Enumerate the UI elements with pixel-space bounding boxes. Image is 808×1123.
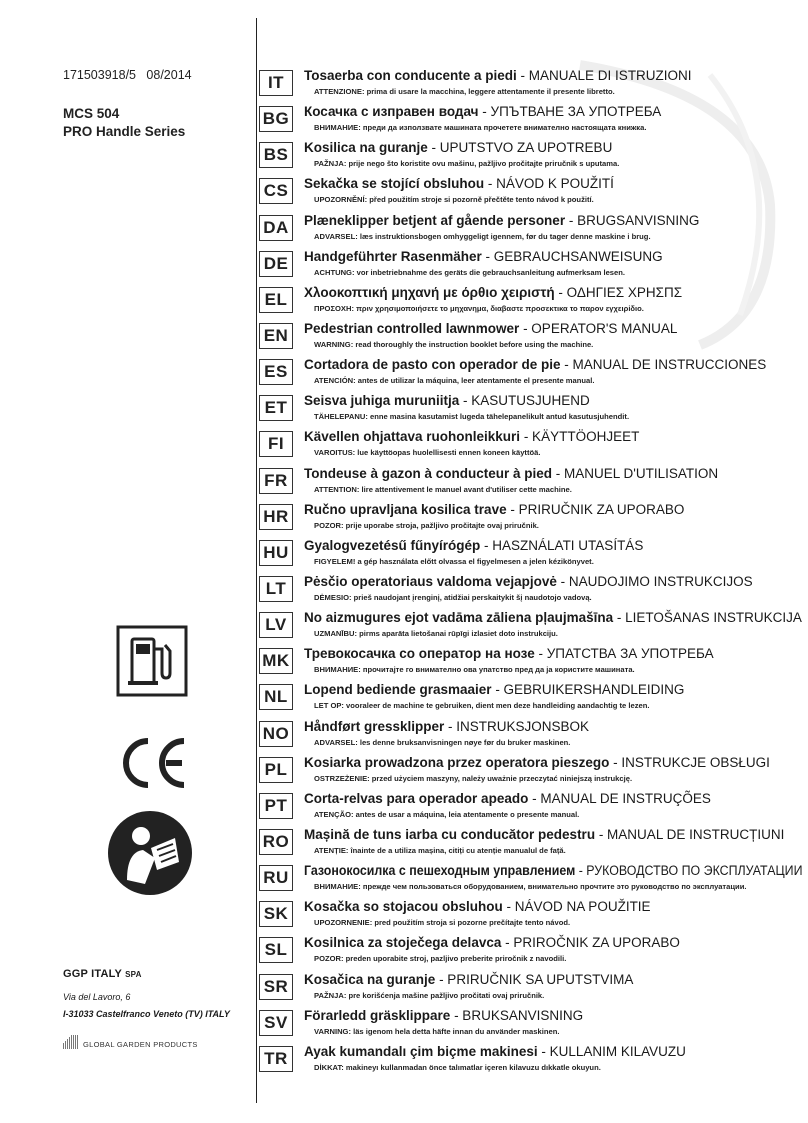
- language-title-manual: - KÄYTTÖOHJEET: [520, 429, 640, 445]
- language-code-badge: IT: [259, 70, 293, 96]
- language-title-manual: - NÁVOD NA POUŽITIE: [502, 899, 651, 915]
- language-warning: VARNING: läs igenom hela detta häfte innan du använder maskinen.: [314, 1026, 560, 1036]
- company-info: [63, 968, 253, 1049]
- language-title-manual: - OPERATOR'S MANUAL: [519, 320, 678, 336]
- language-warning: VAROITUS: lue käyttöopas huolellisesti ennen koneen käyttöä.: [314, 448, 541, 458]
- language-warning: ATENȚIE: înainte de a utiliza mașina, citiți cu atenție manualul de față.: [314, 845, 566, 855]
- language-code-badge: PT: [259, 793, 293, 819]
- language-title: [304, 791, 711, 806]
- language-code-badge: LV: [259, 612, 293, 638]
- language-title-manual: - GEBRUIKERSHANDLEIDING: [491, 682, 685, 698]
- barcode-logo-icon: [63, 1035, 78, 1049]
- language-title: [304, 249, 663, 264]
- language-title-manual: - GEBRAUCHSANWEISUNG: [481, 248, 663, 264]
- language-warning: UPOZORNENIE: pred použitím stroja si pozorne prečítajte tento návod.: [314, 918, 571, 928]
- language-code-badge: EL: [259, 287, 293, 313]
- language-title-product: Lopend bediende grasmaaier: [304, 682, 492, 698]
- language-title: [304, 393, 590, 408]
- language-row-lv: [256, 609, 808, 645]
- language-title-product: Тревокосачка со оператор на нозе: [304, 646, 535, 662]
- language-code-badge: SK: [259, 901, 293, 927]
- language-title-product: Handgeführter Rasenmäher: [304, 248, 482, 264]
- language-row-it: [256, 67, 808, 103]
- language-title: [304, 285, 682, 300]
- document-reference: [63, 68, 192, 82]
- language-title-manual: - KULLANIM KILAVUZU: [537, 1043, 686, 1059]
- company-address-street: Via del Lavoro, 6: [63, 992, 131, 1002]
- language-row-nl: [256, 681, 808, 717]
- language-title: [304, 104, 661, 119]
- language-row-de: [256, 248, 808, 284]
- language-row-ru: [256, 862, 808, 898]
- language-title-product: Kosiarka prowadzona przez operatora pieszego: [304, 754, 610, 770]
- language-warning: FIGYELEM! a gép használata előtt olvassa el figyelmesen a jelen kézikönyvet.: [314, 556, 594, 566]
- language-title-manual: - BRUGSANVISNING: [565, 212, 700, 228]
- language-code-badge: MK: [259, 648, 293, 674]
- language-row-pt: [256, 790, 808, 826]
- language-title: [304, 972, 633, 987]
- language-code-badge: DA: [259, 215, 293, 241]
- language-title-product: Tondeuse à gazon à conducteur à pied: [304, 465, 553, 481]
- language-title-manual: - NAUDOJIMO INSTRUKCIJOS: [556, 573, 753, 589]
- language-row-lt: [256, 573, 808, 609]
- language-warning: ATTENZIONE: prima di usare la macchina, leggere attentamente il presente libretto.: [314, 87, 615, 96]
- model-line-1: MCS 504: [63, 106, 120, 121]
- language-row-pl: [256, 754, 808, 790]
- read-manual-icon: [105, 808, 195, 898]
- language-title-product: Cortadora de pasto con operador de pie: [304, 357, 561, 373]
- language-title: [304, 682, 684, 697]
- language-title-product: Sekačka se stojící obsluhou: [304, 176, 485, 192]
- language-title: [304, 646, 714, 661]
- language-warning: ATENÇÃO: antes de usar a máquina, leia atentamente o presente manual.: [314, 809, 580, 819]
- language-row-bg: [256, 103, 808, 139]
- language-title: [304, 1008, 583, 1023]
- language-row-es: [256, 356, 808, 392]
- language-title-manual: - LIETOŠANAS INSTRUKCIJA: [613, 610, 802, 626]
- language-code-badge: DE: [259, 251, 293, 277]
- language-row-sv: [256, 1007, 808, 1043]
- language-title-manual: - РУКОВОДСТВО ПО ЭКСПЛУАТАЦИИ: [575, 863, 803, 879]
- document-number: 171503918/5: [63, 68, 136, 82]
- language-title: [304, 213, 699, 228]
- language-title-product: Газонокосилка с пешеходным управлением: [304, 863, 576, 879]
- language-warning: ADVARSEL: læs instruktionsbogen omhyggeligt igennem, før du tager denne maskine i brug.: [314, 231, 651, 241]
- language-row-cs: [256, 175, 808, 211]
- language-title-manual: - BRUKSANVISNING: [450, 1007, 584, 1023]
- language-title-product: No aizmugures ejot vadāma zāliena pļaujmašīna: [304, 610, 614, 626]
- language-title-manual: - MANUAL DE INSTRUCCIONES: [560, 357, 767, 373]
- language-warning: WARNING: read thoroughly the instruction booklet before using the machine.: [314, 339, 594, 349]
- language-title-manual: - MANUEL D'UTILISATION: [552, 465, 719, 481]
- language-warning: ΠΡΟΣΟΧΗ: πριν χρησιμοποιήσετε το μηχανημα, διαβαστε προσεκτικα το παρον εγχειρiδιο.: [314, 303, 644, 313]
- language-row-fi: [256, 428, 808, 464]
- language-code-badge: NO: [259, 721, 293, 747]
- language-title-product: Kosačica na guranje: [304, 971, 436, 987]
- language-title: [304, 863, 803, 878]
- language-title-product: Corta-relvas para operador apeado: [304, 790, 529, 806]
- language-row-hr: [256, 501, 808, 537]
- language-title-product: Ayak kumandalı çim biçme makinesi: [304, 1043, 538, 1059]
- language-warning: UZMANĪBU: pirms aparāta lietošanai rūpīgi izlasiet doto instrukciju.: [314, 629, 558, 639]
- language-title-manual: - NÁVOD K POUŽITÍ: [484, 176, 614, 192]
- language-title-manual: - INSTRUKSJONSBOK: [444, 718, 590, 734]
- language-code-badge: ET: [259, 395, 293, 421]
- language-title-manual: - INSTRUKCJE OBSŁUGI: [609, 754, 770, 770]
- language-title-manual: - PRIROČNIK ZA UPORABO: [501, 935, 680, 951]
- language-list: [256, 67, 808, 1079]
- language-title: [304, 176, 614, 191]
- language-title-product: Kosilnica za stoječega delavca: [304, 935, 502, 951]
- language-row-tr: [256, 1043, 808, 1079]
- language-warning: ВНИМАНИЕ: прочитајте го внимателно ова упатство пред да ја користите машината.: [314, 665, 635, 675]
- language-warning: POZOR: prije uporabe stroja, pažljivo pročitajte ovaj priručnik.: [314, 520, 539, 530]
- language-warning: ВНИМАНИЕ: преди да използвате машината прочетете внимателно настоящата книжка.: [314, 123, 647, 133]
- language-title-manual: - UPUTSTVO ZA UPOTREBU: [427, 140, 613, 156]
- language-title: [304, 827, 784, 842]
- language-title-manual: - MANUALE DI ISTRUZIONI: [516, 68, 692, 83]
- fuel-pump-icon: [116, 625, 188, 697]
- language-code-badge: SL: [259, 937, 293, 963]
- language-code-badge: TR: [259, 1046, 293, 1072]
- language-code-badge: PL: [259, 757, 293, 783]
- language-title-product: Seisva juhiga muruniitja: [304, 393, 460, 409]
- ce-mark-icon: [118, 735, 190, 791]
- language-row-et: [256, 392, 808, 428]
- language-row-ro: [256, 826, 808, 862]
- language-code-badge: FR: [259, 468, 293, 494]
- language-code-badge: LT: [259, 576, 293, 602]
- language-title-manual: - ΟΔΗΓΙΕΣ ΧΡΗΣΠΣ: [554, 284, 683, 300]
- language-title: [304, 321, 677, 336]
- language-title-product: Pedestrian controlled lawnmower: [304, 320, 520, 336]
- language-warning: ATTENTION: lire attentivement le manuel avant d'utiliser cette machine.: [314, 484, 572, 494]
- language-title: [304, 610, 802, 625]
- language-row-sk: [256, 898, 808, 934]
- language-code-badge: RO: [259, 829, 293, 855]
- language-title: [304, 357, 766, 372]
- language-title-product: Mașină de tuns iarba cu conducător pedestru: [304, 826, 596, 842]
- language-row-da: [256, 212, 808, 248]
- language-row-en: [256, 320, 808, 356]
- language-warning: DİKKAT: makineyı kullanmadan önce talımatlar içeren kilavuzu dıkkatle okuyun.: [314, 1062, 601, 1072]
- language-row-no: [256, 718, 808, 754]
- language-title-manual: - УПЪТВАНЕ ЗА УПОТРЕБА: [478, 104, 662, 120]
- language-title-manual: - MANUAL DE INSTRUCȚIUNI: [595, 826, 785, 842]
- language-title: [304, 502, 684, 517]
- language-title: [304, 140, 612, 155]
- language-code-badge: HR: [259, 504, 293, 530]
- language-title-product: Förarledd gräsklippare: [304, 1007, 451, 1023]
- language-warning: ACHTUNG: vor inbetriebnahme des geräts die gebrauchsanleitung aufmerksam lesen.: [314, 267, 626, 277]
- language-row-el: [256, 284, 808, 320]
- model-name: [63, 105, 185, 141]
- company-name: GGP ITALY SPA: [63, 968, 142, 980]
- language-title: [304, 719, 589, 734]
- language-title: [304, 466, 718, 481]
- language-warning: POZOR: preden uporabite stroj, pazljivo preberite priročnik z navodili.: [314, 954, 567, 964]
- language-code-badge: BS: [259, 142, 293, 168]
- language-title-product: Kosačka so stojacou obsluhou: [304, 899, 503, 915]
- language-title-product: Χλοοκοπτική μηχανή με όρθιο χειριστή: [304, 284, 555, 300]
- language-warning: TÄHELEPANU: enne masina kasutamist lugeda tähelepanelikult antud kasutusjuhendit.: [314, 412, 630, 422]
- document-date: 08/2014: [146, 68, 192, 82]
- language-warning: ATENCIÓN: antes de utilizar la máquina, leer atentamente el presente manual.: [314, 376, 595, 386]
- language-warning: PAŽNJA: prije nego što koristite ovu mašinu, pažljivo pročitajte priručnik s uputama.: [314, 159, 620, 169]
- language-code-badge: CS: [259, 178, 293, 204]
- language-title-product: Ručno upravljana kosilica trave: [304, 501, 507, 517]
- language-code-badge: BG: [259, 106, 293, 132]
- language-title-product: Tosaerba con conducente a piedi: [304, 68, 517, 83]
- language-title-product: Håndført gressklipper: [304, 718, 445, 734]
- language-title: [304, 538, 643, 553]
- language-title-manual: - УПАТСТВА ЗА УПОТРЕБА: [534, 646, 714, 662]
- language-row-hu: [256, 537, 808, 573]
- language-row-fr: [256, 465, 808, 501]
- model-line-2: PRO Handle Series: [63, 124, 186, 139]
- language-title-manual: - PRIRUČNIK ZA UPORABO: [506, 501, 685, 517]
- language-code-badge: FI: [259, 431, 293, 457]
- language-title: [304, 1044, 686, 1059]
- language-title-manual: - KASUTUSJUHEND: [459, 393, 590, 409]
- language-row-bs: [256, 139, 808, 175]
- language-title-manual: - MANUAL DE INSTRUÇÕES: [528, 790, 711, 806]
- company-brand: [63, 1035, 253, 1049]
- company-brand-text: GLOBAL GARDEN PRODUCTS: [83, 1040, 198, 1049]
- language-row-mk: [256, 645, 808, 681]
- language-code-badge: NL: [259, 684, 293, 710]
- language-title: [304, 574, 753, 589]
- language-title: [304, 935, 680, 950]
- company-address-city: I-31033 Castelfranco Veneto (TV) ITALY: [63, 1009, 230, 1019]
- language-title: [304, 755, 770, 770]
- language-code-badge: HU: [259, 540, 293, 566]
- language-title-product: Kosilica na guranje: [304, 140, 428, 156]
- language-title-product: Косачка с изправен водач: [304, 104, 479, 120]
- language-code-badge: SR: [259, 974, 293, 1000]
- language-warning: UPOZORNĚNÍ: před použitím stroje si pozorně přečtěte tento návod k použití.: [314, 195, 594, 205]
- language-title-manual: - PRIRUČNIK SA UPUTSTVIMA: [435, 971, 634, 987]
- language-row-sl: [256, 934, 808, 970]
- language-warning: DĖMESIO: prieš naudojant įrenginį, atidžiai perskaitykit šį naudotojo vadovą.: [314, 592, 592, 602]
- left-column: [63, 0, 253, 1123]
- language-code-badge: ES: [259, 359, 293, 385]
- language-warning: PAŽNJA: pre korišćenja mašine pažljivo pročitati ovaj priručnik.: [314, 990, 545, 1000]
- language-warning: ВНИМАНИЕ: прежде чем пользоваться оборудованием, внимательно прочтите это руководство по эксплуатации.: [314, 882, 747, 892]
- language-warning: ADVARSEL: les denne bruksanvisningen nøye før du bruker maskinen.: [314, 737, 571, 747]
- language-title: [304, 68, 692, 83]
- language-warning: LET OP: vooraleer de machine te gebruiken, dient men deze handleiding aandachtig te lezen.: [314, 701, 650, 711]
- language-title-product: Pėsčio operatoriaus valdoma vejapjovė: [304, 573, 557, 589]
- language-title: [304, 899, 651, 914]
- language-code-badge: EN: [259, 323, 293, 349]
- language-code-badge: SV: [259, 1010, 293, 1036]
- language-title-product: Gyalogvezetésű fűnyírógép: [304, 537, 481, 553]
- language-code-badge: RU: [259, 865, 293, 891]
- language-row-sr: [256, 971, 808, 1007]
- language-title-product: Plæneklipper betjent af gående personer: [304, 212, 566, 228]
- language-title-product: Kävellen ohjattava ruohonleikkuri: [304, 429, 521, 445]
- language-title: [304, 429, 639, 444]
- language-title-manual: - HASZNÁLATI UTASÍTÁS: [480, 537, 644, 553]
- language-warning: OSTRZEŻENIE: przed użyciem maszyny, należy uważnie przeczytać niniejszą instrukcję.: [314, 773, 633, 783]
